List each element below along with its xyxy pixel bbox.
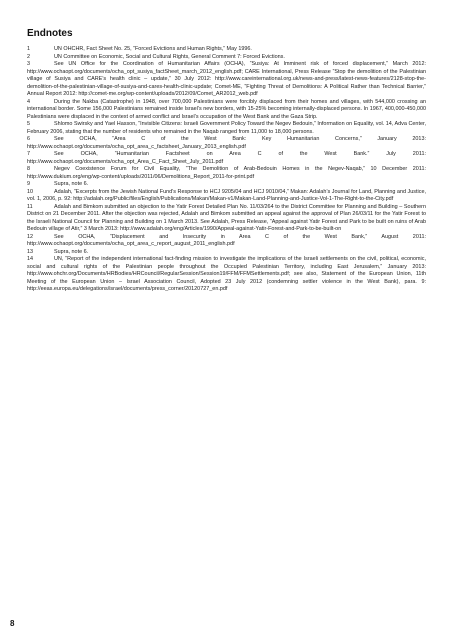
endnote-number: 2 bbox=[27, 53, 31, 60]
endnote bbox=[27, 61, 426, 99]
endnote-number: 8 bbox=[27, 166, 31, 172]
endnote-text: See OCHA, “Displacement and Insecurity in Area C of the West Bank,” August 2011: http://www.ochaopt.org/documents/ocha_opt_area_c_report_august_2011_english.pdf bbox=[27, 233, 426, 247]
endnote-text: During the Nakba (Catastrophe) in 1948, over 700,000 Palestinians were forcibly displaced from their homes and villages, with 544,000 crossing an international border. Some 156,000 Palestinians remained inside Israel’s new borders, with 15-25% becoming internally-displaced persons. In 1967, 400,000-450,000 Palestinians were displaced in the context of armed conflict and Israel’s occupation of the West Bank and the Gaza Strip. bbox=[27, 98, 426, 120]
endnote bbox=[27, 99, 426, 122]
endnote-number: 14 bbox=[27, 256, 34, 262]
endnote bbox=[27, 46, 426, 54]
endnote-text: UN OHCHR, Fact Sheet No. 25, “Forced Evictions and Human Rights,” May 1996. bbox=[54, 46, 252, 52]
endnote-text: Shlomo Swirsky and Yael Hasson, “Invisible Citizens: Israeli Government Policy Toward the Negev Bedouin,” Information on Equality, vol. 14, Adva Center, February 2006, stating that the number of residents who remained in the Naqab ranged from 11,000 to 18,000 persons. bbox=[27, 121, 426, 135]
endnote-number: 1 bbox=[27, 46, 31, 52]
endnote bbox=[27, 234, 426, 249]
endnote-text: See UN Office for the Coordination of Humanitarian Affairs (OCHA), “Susiya: At Imminent risk of forced displacement,” March 2012: http://www.ochaopt.org/documents/ocha_opt_susiya_factSheet_march_2012_english.pdf; CARE International, Press Release “Stop the demolition of the Palestinian village of Susiya and CARE’s health clinic – update,” 30 July 2012: http://www.careinternational.org.uk/news-and-press/latest-news-features/2128-stop-the-demolition-of-the-palestinian-village-of-susiya-and-cares-health-clinic-update; Comet-ME, “Fighting Threat of Demolitions: A Political Rather than Technical Barrier,” Annual Report 2012: http://comet-me.org/wp-content/uploads/2012/09/Comet_AR2012_web.pdf bbox=[27, 61, 426, 97]
endnote-text: UN Committee on Economic, Social and Cultural Rights, General Comment 7: Forced Evictions. bbox=[54, 53, 285, 60]
endnote-text: Supra, note 6. bbox=[54, 181, 89, 187]
endnote bbox=[27, 181, 426, 189]
endnote bbox=[27, 166, 426, 181]
endnote-number: 6 bbox=[27, 136, 31, 142]
endnote-number: 12 bbox=[27, 233, 34, 240]
endnote-number: 10 bbox=[27, 188, 34, 195]
endnote-text: See OCHA, “Humanitarian Factsheet on Area C of the West Bank.” July 2011: http://www.ochaopt.org/documents/ocha_opt_Area_C_Fact_Sheet_July_2011.pdf bbox=[27, 151, 426, 165]
page-title: Endnotes bbox=[27, 28, 73, 39]
endnote-text: Supra, note 6. bbox=[54, 248, 89, 255]
endnote bbox=[27, 136, 426, 151]
endnote-number: 3 bbox=[27, 61, 31, 67]
endnote bbox=[27, 151, 426, 166]
page-number: 8 bbox=[10, 619, 15, 628]
endnote-text: Negev Coexistence Forum for Civil Equality, “The Demolition of Arab-Bedouin Homes in the Negev-Naqab,” 10 December 2011: http://www.dukium.org/eng/wp-content/uploads/2011/06/Demolitions_Report_2011-for-print.pdf bbox=[27, 166, 426, 180]
endnote bbox=[27, 54, 426, 62]
endnote-text: See OCHA, “Area C of the West Bank: Key Humanitarian Concerns,” January 2013: http://www.ochaopt.org/documents/ocha_opt_area_c_factsheet_January_2013_english.pdf bbox=[27, 136, 426, 150]
endnote-number: 9 bbox=[27, 181, 31, 187]
endnote bbox=[27, 204, 426, 234]
endnote-number: 13 bbox=[27, 248, 34, 255]
endnote-number: 4 bbox=[27, 98, 31, 105]
endnote bbox=[27, 121, 426, 136]
endnote bbox=[27, 256, 426, 294]
endnote-text: Adalah and Bimkom submitted an objection to the Yatir Forest Detailed Plan No. 11/03/264 to the District Committee for Planning and Building – Southern District on 21 December 2011. After the objection was rejected, Adalah and Bimkom submitted an appeal against the approval of Plan 26/03/11 for the Yatir Forest to the Israeli National Council for Planning and Building on 1 March 2013. See Adalah, Press Release, “Appeal against Yatir Forest and Park to be built on ruins of Arab Bedouin village of Atir,” 3 March 2013: http://www.adalah.org/eng/Articles/1990/Appeal-against-Yatir-Forest-and-Park-to-be-built-on bbox=[27, 203, 426, 232]
endnotes-list bbox=[27, 46, 426, 294]
endnote-text: Adalah, “Excerpts from the Jewish National Fund’s Response to HCJ 9205/04 and HCJ 9010/04,” Makan: Adalah’s Journal for Land, Planning and Justice, vol. 1, 2006, p. 92: http://adalah.org/Public/files/English/Publications/Makan/Makan-v1/Makan-Land-Planning-and-Justice-Vol-1-The-Right-to-the-City.pdf bbox=[27, 188, 426, 202]
endnote bbox=[27, 189, 426, 204]
endnote-number: 7 bbox=[27, 151, 31, 157]
endnote-number: 11 bbox=[27, 203, 33, 210]
endnote bbox=[27, 249, 426, 257]
endnote-number: 5 bbox=[27, 121, 31, 127]
endnote-text: UN, “Report of the independent international fact-finding mission to investigate the implications of the Israeli settlements on the civil, political, economic, social and cultural rights of the Palestinian people throughout the Occupied Palestinian Territory, including East Jerusalem,” January 2013: http://www.ohchr.org/Documents/HRBodies/HRCouncil/RegularSession/Session19/FFM/FFMSettlements.pdf; see also, Statement of the European Union, 11th Meeting of the European Union – Israel Association Council, Adopted 23 July 2012 (condemning settler violence in the West Bank), para. 9: http://eeas.europa.eu/delegations/israel/documents/press_corner/20120727_en.pdf bbox=[27, 256, 426, 292]
